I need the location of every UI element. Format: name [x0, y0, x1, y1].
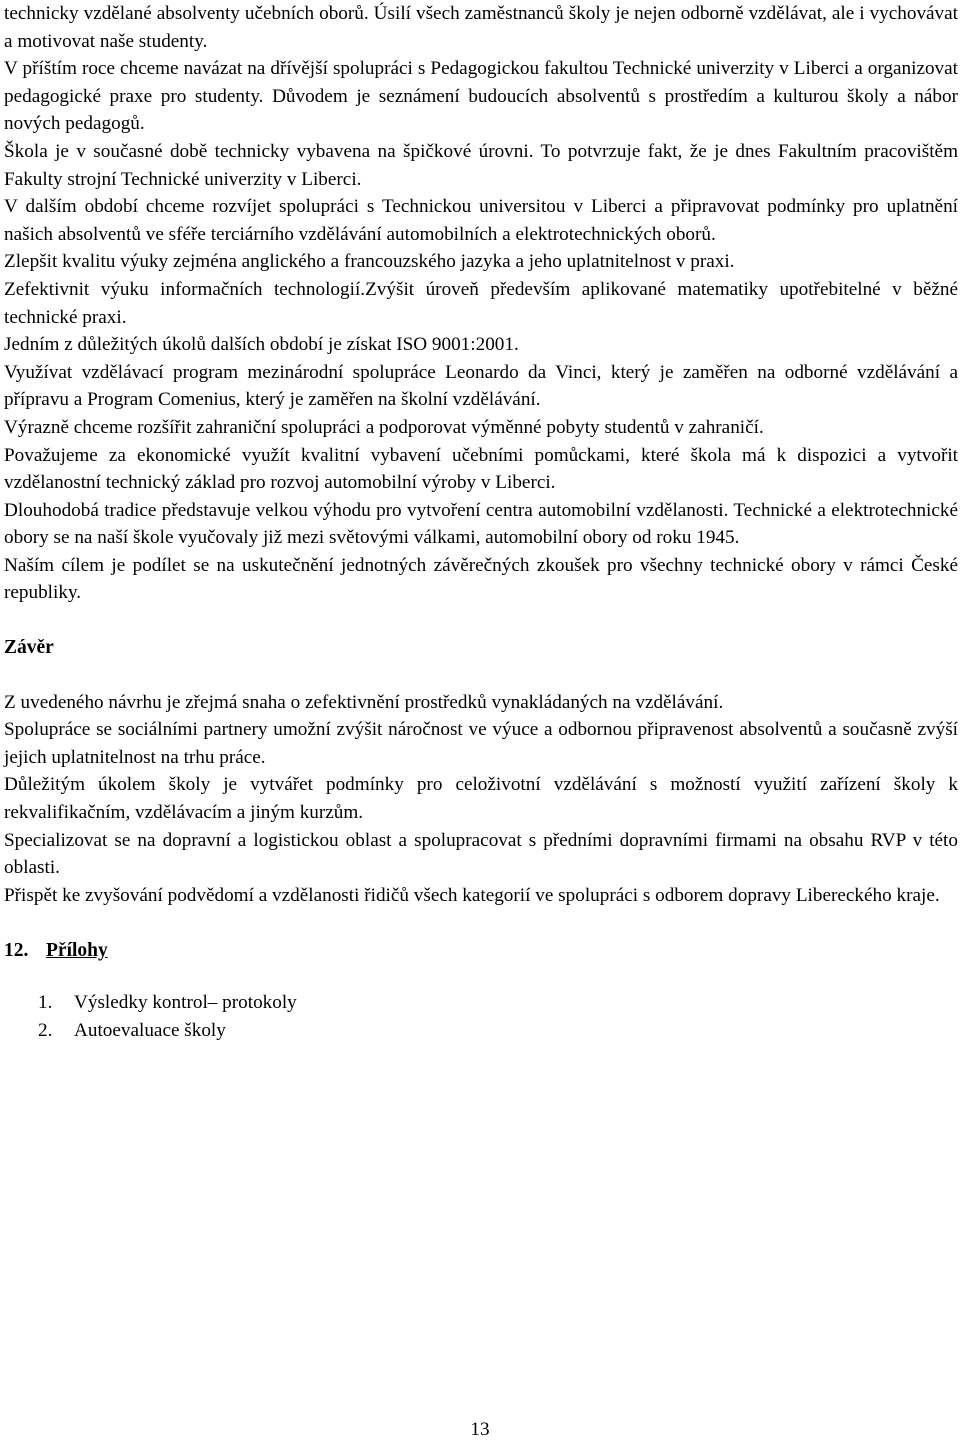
paragraph-language-quality: Zlepšit kvalitu výuky zejména anglického a francouzského jazyka a jeho uplatnitelnost v praxi.	[4, 251, 735, 273]
paragraph-equipment: Škola je v současné době technicky vybavena na špičkové úrovni. To potvrzuje fakt, že je dnes Fakultním pracovištěm Fakulty strojní Technické univerzity v Liberci.	[4, 140, 958, 190]
attachments-list	[4, 989, 958, 1044]
paragraph-intro: technicky vzdělané absolventy učebních oborů. Úsilí všech zaměstnanců školy je nejen odborně vzdělávat, ale i vychovávat a motivovat naše studenty.	[4, 3, 958, 52]
paragraph-zaver-efficiency: Z uvedeného návrhu je zřejmá snaha o zefektivnění prostředků vynakládaných na vzdělávání.	[4, 691, 724, 713]
paragraph-iso: Jedním z důležitých úkolů dalších období je získat ISO 9001:2001.	[4, 334, 519, 356]
section-number: 12.	[4, 940, 29, 962]
paragraph-it-math: Zefektivnit výuku informačních technologií.Zvýšit úroveň především aplikované matematiky upotřebitelné v běžné technické praxi.	[4, 278, 958, 328]
paragraph-zaver-lifelong: Důležitým úkolem školy je vytvářet podmínky pro celoživotní vzdělávání s možností využití zařízení školy k rekvalifikačním, vzdělávacím a jiným kurzům.	[4, 774, 958, 824]
list-item-text: Výsledky kontrol– protokoly	[74, 992, 297, 1013]
section-title: Přílohy	[46, 940, 108, 962]
section-heading-prilohy	[4, 937, 958, 965]
list-item	[4, 989, 958, 1017]
list-item	[4, 1017, 958, 1045]
list-marker: 2.	[38, 1019, 53, 1041]
paragraph-zaver-logistics: Specializovat se na dopravní a logistickou oblast a spolupracovat s předními dopravními firmami na obsahu RVP v této oblasti.	[4, 829, 958, 879]
list-item-text: Autoevaluace školy	[74, 1019, 226, 1041]
paragraph-zaver-drivers: Přispět ke zvyšování podvědomí a vzdělanosti řidičů všech kategorií ve spolupráci s odborem dopravy Libereckého kraje.	[4, 884, 940, 906]
section-heading-zaver: Závěr	[4, 637, 54, 659]
paragraph-international: Výrazně chceme rozšířit zahraniční spolupráci a podporovat výměnné pobyty studentů v zahraničí.	[4, 416, 764, 438]
document-page	[4, 0, 958, 1044]
page-number: 13	[470, 1419, 490, 1440]
list-marker: 1.	[38, 992, 53, 1013]
paragraph-tradition: Dlouhodobá tradice představuje velkou výhodu pro vytvoření centra automobilní vzdělanosti. Technické a elektrotechnické obory se na naší škole vyučovaly již mezi světovými válkami, automobilní obory od roku 1945.	[4, 499, 958, 549]
paragraph-final-exams: Naším cílem je podílet se na uskutečnění jednotných závěrečných zkoušek pro všechny technické obory v rámci České republiky.	[4, 554, 958, 604]
paragraph-university-cooperation: V dalším období chceme rozvíjet spolupráci s Technickou universitou v Liberci a připravovat podmínky pro uplatnění našich absolventů ve sféře terciárního vzdělávání automobilních a elektrotechnických oborů.	[4, 196, 958, 245]
paragraph-leonardo-comenius: Využívat vzdělávací program mezinárodní spolupráce Leonardo da Vinci, který je zaměřen na odborné vzdělávání a přípravu a Program Comenius, který je zaměřen na školní vzdělávání.	[4, 361, 958, 411]
paragraph-zaver-partners: Spolupráce se sociálními partnery umožní zvýšit náročnost ve výuce a odbornou připravenost absolventů a současně zvýší jejich uplatnitelnost na trhu práce.	[4, 719, 958, 768]
paragraph-economic: Považujeme za ekonomické využít kvalitní vybavení učebními pomůckami, které škola má k dispozici a vytvořit vzdělanostní technický základ pro rozvoj automobilní výroby v Liberci.	[4, 444, 958, 494]
paragraph-pedagogical-practice: V příštím roce chceme navázat na dřívější spolupráci s Pedagogickou fakultou Technické univerzity v Liberci a organizovat pedagogické praxe pro studenty. Důvodem je seznámení budoucích absolventů s prostředím a kulturou školy a nábor nových pedagogů.	[4, 58, 958, 135]
